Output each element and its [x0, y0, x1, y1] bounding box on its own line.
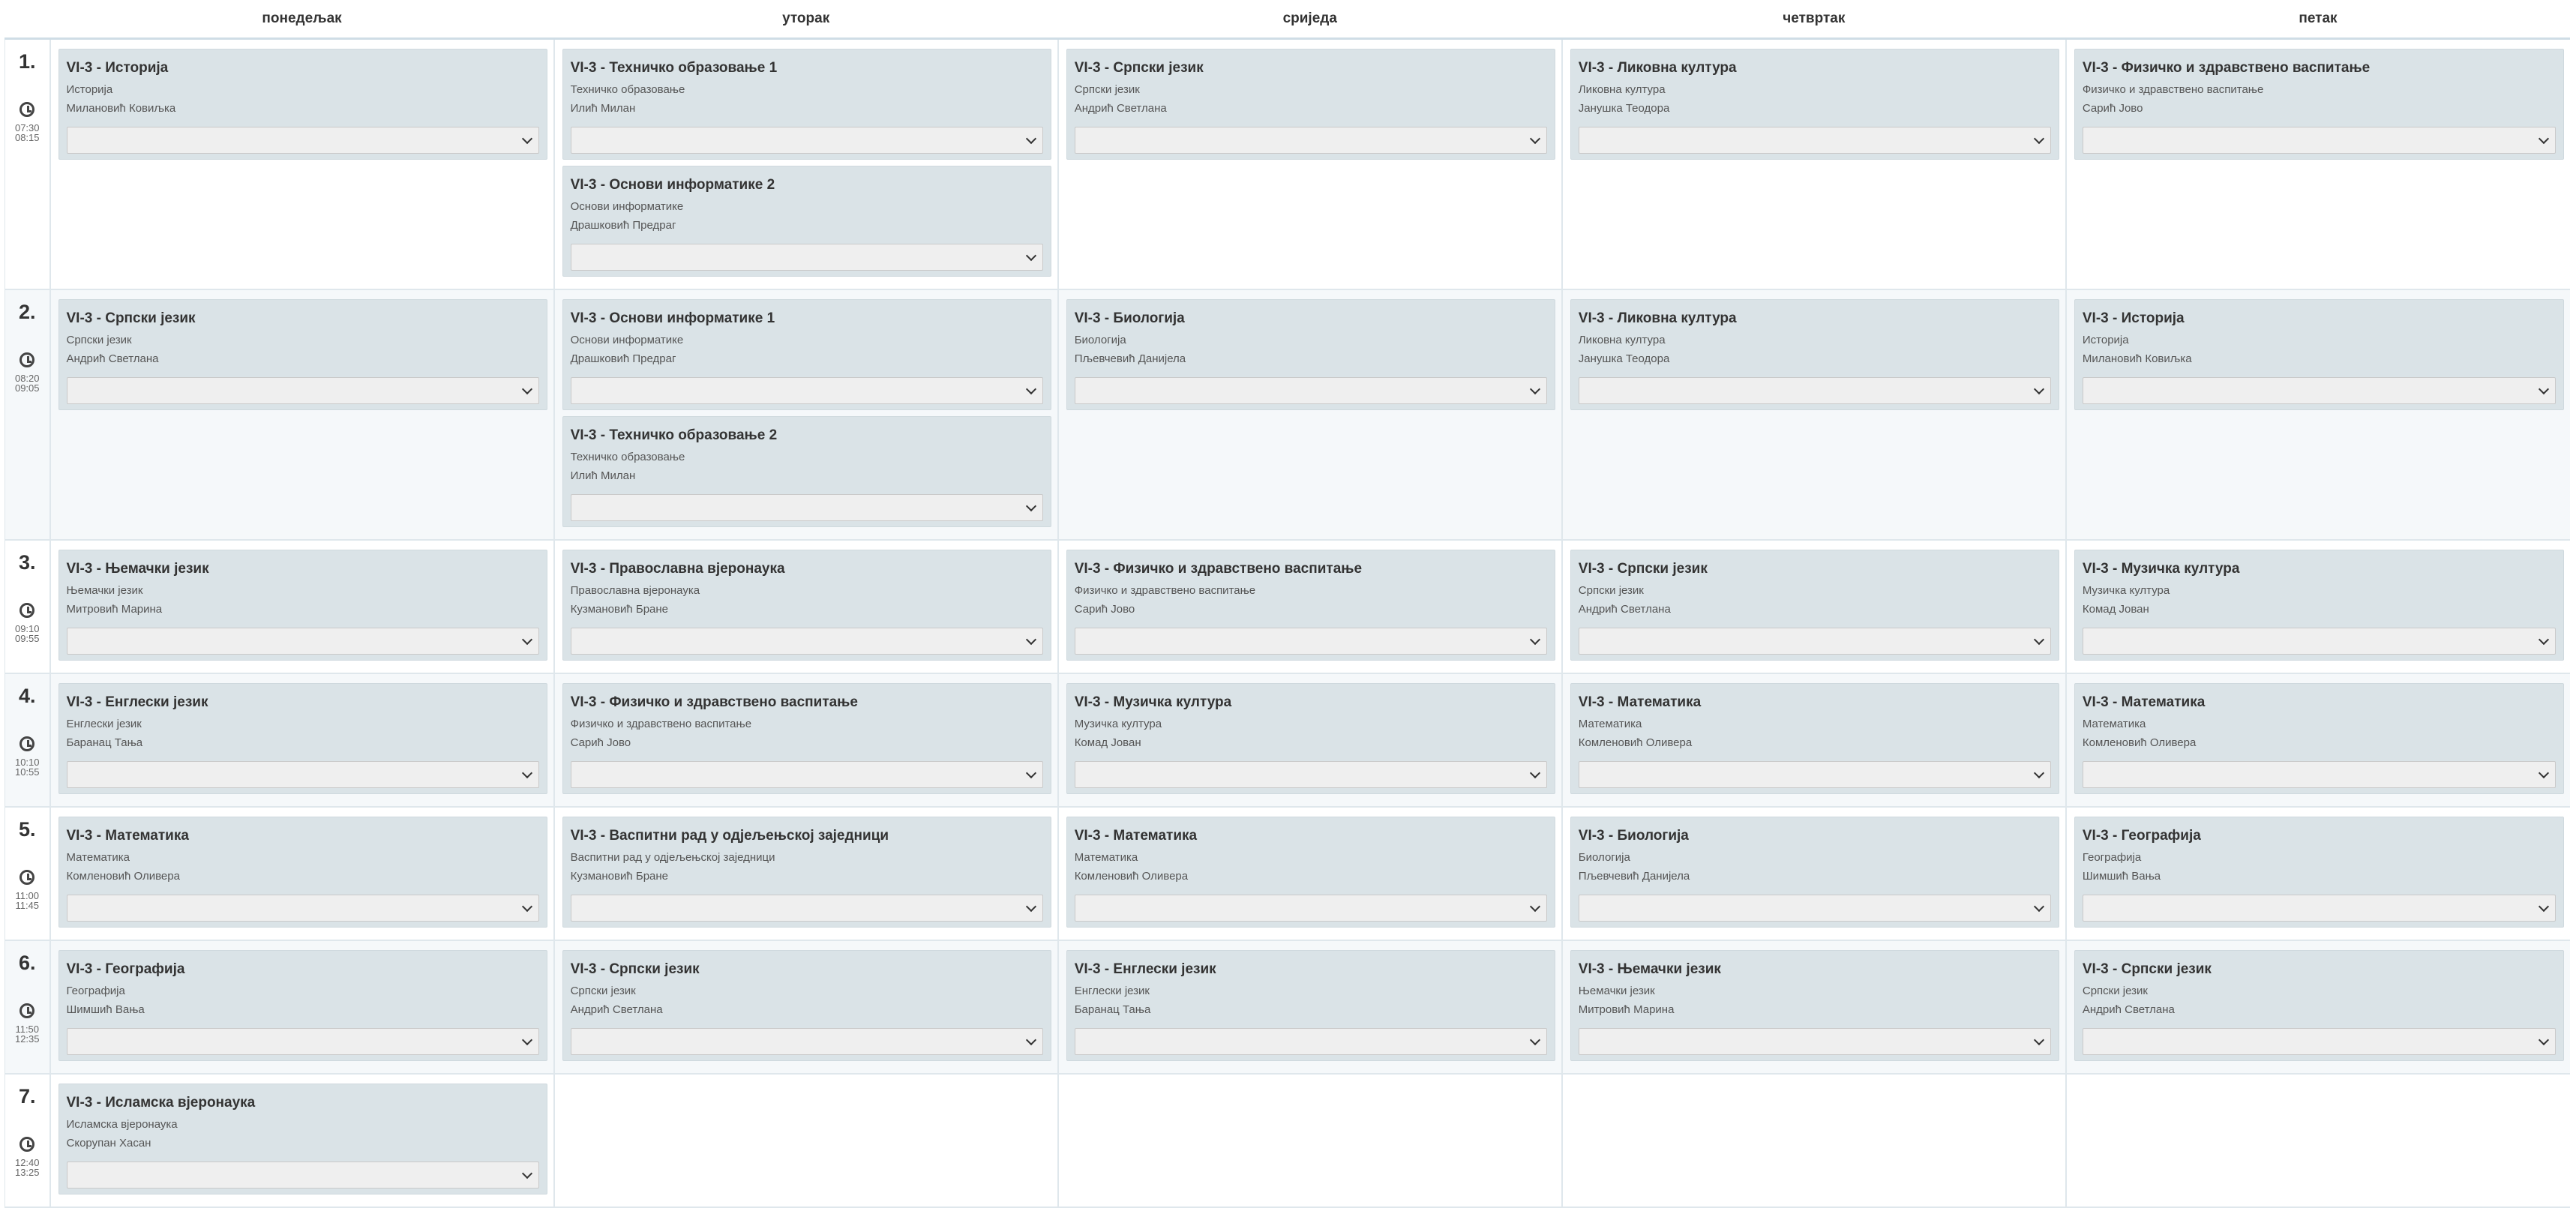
day-cell	[50, 807, 554, 940]
period-row	[5, 807, 2571, 940]
chevron-down-icon	[2539, 901, 2549, 912]
lesson-card	[562, 550, 1051, 661]
clock-icon	[19, 1137, 34, 1152]
period-end-time: 09:55	[14, 633, 40, 644]
lesson-subject: Њемачки језик	[66, 584, 143, 597]
lesson-title: VI-3 - Техничко образовање 2	[570, 427, 778, 443]
lesson-subject: Историја	[66, 83, 113, 96]
lesson-title: VI-3 - Географија	[66, 961, 185, 977]
day-cell	[1058, 540, 1562, 673]
day-header: уторак	[554, 0, 1058, 39]
day-cell	[50, 39, 554, 290]
lesson-select[interactable]	[2083, 377, 2556, 404]
lesson-card	[58, 817, 547, 928]
lesson-teacher: Комад Јован	[1074, 736, 1141, 749]
period-start-time: 07:30	[14, 122, 40, 133]
lesson-title: VI-3 - Основи информатике 1	[570, 310, 775, 326]
lesson-select[interactable]	[67, 377, 539, 404]
chevron-down-icon	[2539, 634, 2549, 645]
lesson-select[interactable]	[1075, 127, 1547, 154]
lesson-select[interactable]	[1579, 377, 2051, 404]
lesson-title: VI-3 - Српски језик	[2082, 961, 2212, 977]
lesson-select[interactable]	[67, 628, 539, 655]
lesson-title: VI-3 - Математика	[1074, 828, 1198, 844]
chevron-down-icon	[522, 1168, 532, 1179]
lesson-select[interactable]	[2083, 127, 2556, 154]
lesson-teacher: Андрић Светлана	[2082, 1003, 2175, 1016]
period-cell	[5, 289, 50, 540]
lesson-subject: Српски језик	[2082, 985, 2148, 997]
chevron-down-icon	[2034, 634, 2044, 645]
lesson-teacher: Баранац Тања	[66, 736, 143, 749]
lesson-subject: Географија	[66, 985, 125, 997]
lesson-subject: Ликовна култура	[1578, 334, 1666, 346]
day-cell	[1562, 673, 2066, 807]
lesson-select[interactable]	[2083, 761, 2556, 788]
chevron-down-icon	[522, 901, 532, 912]
lesson-subject: Енглески језик	[1074, 985, 1150, 997]
lesson-subject: Географија	[2082, 851, 2142, 864]
lesson-card	[2074, 550, 2564, 661]
day-cell	[1562, 807, 2066, 940]
lesson-card	[58, 49, 547, 160]
lesson-title: VI-3 - Техничко образовање 1	[570, 60, 778, 76]
chevron-down-icon	[2034, 133, 2044, 144]
period-number: 2.	[18, 301, 36, 323]
day-cell	[1562, 39, 2066, 290]
day-cell	[554, 807, 1058, 940]
day-cell	[554, 540, 1058, 673]
day-cell	[50, 540, 554, 673]
period-start-time: 10:10	[14, 757, 40, 768]
chevron-down-icon	[1026, 901, 1036, 912]
lesson-subject: Биологија	[1074, 334, 1126, 346]
lesson-teacher: Пљевчевић Данијела	[1074, 352, 1186, 365]
lesson-title: VI-3 - Исламска вјеронаука	[66, 1095, 256, 1111]
lesson-title: VI-3 - Основи информатике 2	[570, 177, 775, 193]
lesson-card	[562, 416, 1051, 527]
lesson-select[interactable]	[1075, 761, 1547, 788]
chevron-down-icon	[2539, 384, 2549, 394]
lesson-title: VI-3 - Биологија	[1074, 310, 1185, 326]
lesson-card	[1570, 550, 2059, 661]
lesson-subject: Њемачки језик	[1578, 985, 1655, 997]
period-start-time: 08:20	[14, 373, 40, 384]
lesson-select[interactable]	[67, 895, 539, 922]
period-number: 6.	[18, 952, 36, 974]
lesson-subject: Музичка култура	[1074, 718, 1162, 730]
day-cell	[1058, 1074, 1562, 1207]
day-cell	[1058, 673, 1562, 807]
lesson-subject: Српски језик	[570, 985, 636, 997]
period-cell	[5, 673, 50, 807]
lesson-subject: Техничко образовање	[570, 83, 685, 96]
timetable	[4, 0, 2570, 1208]
lesson-card	[1066, 950, 1555, 1061]
lesson-title: VI-3 - Математика	[2082, 694, 2206, 710]
lesson-select[interactable]	[571, 895, 1043, 922]
day-cell	[554, 940, 1058, 1074]
period-row	[5, 1074, 2571, 1207]
lesson-teacher: Андрић Светлана	[66, 352, 159, 365]
lesson-title: VI-3 - Биологија	[1578, 828, 1689, 844]
period-end-time: 13:25	[14, 1167, 40, 1178]
lesson-card	[2074, 950, 2564, 1061]
lesson-subject: Српски језик	[1578, 584, 1644, 597]
period-end-time: 10:55	[14, 766, 40, 778]
chevron-down-icon	[522, 634, 532, 645]
lesson-subject: Математика	[2082, 718, 2146, 730]
lesson-select[interactable]	[2083, 628, 2556, 655]
lesson-title: VI-3 - Физичко и здравствено васпитање	[1074, 561, 1363, 577]
period-cell	[5, 1074, 50, 1207]
lesson-subject: Историја	[2082, 334, 2129, 346]
lesson-card	[1570, 49, 2059, 160]
lesson-select[interactable]	[67, 127, 539, 154]
lesson-card	[1066, 550, 1555, 661]
lesson-title: VI-3 - Историја	[66, 60, 169, 76]
lesson-select[interactable]	[2083, 1028, 2556, 1055]
lesson-title: VI-3 - Енглески језик	[1074, 961, 1216, 977]
day-cell	[1058, 940, 1562, 1074]
clock-icon	[19, 870, 34, 885]
lesson-teacher: Илић Милан	[570, 102, 636, 115]
lesson-select[interactable]	[571, 1028, 1043, 1055]
period-cell	[5, 940, 50, 1074]
lesson-card	[562, 299, 1051, 410]
lesson-card	[58, 1084, 547, 1195]
period-row	[5, 540, 2571, 673]
lesson-teacher: Сарић Јово	[570, 736, 631, 749]
lesson-card	[2074, 817, 2564, 928]
lesson-title: VI-3 - Физичко и здравствено васпитање	[2082, 60, 2371, 76]
lesson-card	[2074, 683, 2564, 794]
period-end-time: 11:45	[15, 900, 40, 911]
lesson-title: VI-3 - Српски језик	[66, 310, 196, 326]
lesson-title: VI-3 - Енглески језик	[66, 694, 208, 710]
lesson-teacher: Митровић Марина	[66, 603, 163, 616]
day-cell	[1058, 807, 1562, 940]
corner-header	[5, 0, 50, 39]
lesson-subject: Српски језик	[66, 334, 132, 346]
day-cell	[2066, 39, 2570, 290]
chevron-down-icon	[1026, 768, 1036, 778]
day-cell	[2066, 807, 2570, 940]
period-row	[5, 940, 2571, 1074]
lesson-teacher: Јанушка Теодора	[1578, 102, 1670, 115]
lesson-subject: Српски језик	[1074, 83, 1140, 96]
lesson-select[interactable]	[1579, 761, 2051, 788]
lesson-card	[1066, 49, 1555, 160]
lesson-select[interactable]	[571, 127, 1043, 154]
lesson-teacher: Митровић Марина	[1578, 1003, 1675, 1016]
clock-icon	[19, 1003, 34, 1018]
lesson-subject: Музичка култура	[2082, 584, 2170, 597]
lesson-card	[2074, 299, 2564, 410]
lesson-select[interactable]	[571, 494, 1043, 521]
chevron-down-icon	[1530, 634, 1540, 645]
lesson-subject: Православна вјеронаука	[570, 584, 700, 597]
lesson-teacher: Комленовић Оливера	[1074, 870, 1189, 883]
lesson-teacher: Сарић Јово	[1074, 603, 1135, 616]
lesson-subject: Физичко и здравствено васпитање	[2082, 83, 2264, 96]
lesson-teacher: Пљевчевић Данијела	[1578, 870, 1690, 883]
chevron-down-icon	[2034, 901, 2044, 912]
chevron-down-icon	[1026, 501, 1036, 511]
lesson-teacher: Сарић Јово	[2082, 102, 2143, 115]
day-cell	[50, 673, 554, 807]
clock-icon	[19, 736, 34, 751]
period-start-time: 12:40	[14, 1157, 40, 1168]
lesson-select[interactable]	[571, 244, 1043, 271]
day-header: понедељак	[50, 0, 554, 39]
lesson-card	[1066, 817, 1555, 928]
lesson-subject: Исламска вјеронаука	[66, 1118, 178, 1131]
day-header: четвртак	[1562, 0, 2066, 39]
period-row	[5, 39, 2571, 290]
period-number: 3.	[18, 551, 36, 574]
day-cell	[2066, 540, 2570, 673]
period-number: 4.	[18, 685, 36, 707]
lesson-subject: Основи информатике	[570, 200, 684, 213]
chevron-down-icon	[522, 1035, 532, 1045]
lesson-select[interactable]	[67, 1162, 539, 1189]
lesson-select[interactable]	[2083, 895, 2556, 922]
lesson-card	[2074, 49, 2564, 160]
lesson-teacher: Јанушка Теодора	[1578, 352, 1670, 365]
lesson-title: VI-3 - Физичко и здравствено васпитање	[570, 694, 858, 710]
lesson-card	[1570, 950, 2059, 1061]
lesson-teacher: Драшковић Предраг	[570, 352, 676, 365]
period-number: 7.	[18, 1085, 36, 1108]
lesson-card	[562, 166, 1051, 277]
day-header-row	[5, 0, 2571, 39]
chevron-down-icon	[1530, 384, 1540, 394]
lesson-title: VI-3 - Географија	[2082, 828, 2201, 844]
chevron-down-icon	[1530, 133, 1540, 144]
lesson-title: VI-3 - Њемачки језик	[66, 561, 209, 577]
lesson-title: VI-3 - Историја	[2082, 310, 2185, 326]
lesson-card	[1066, 683, 1555, 794]
chevron-down-icon	[522, 768, 532, 778]
chevron-down-icon	[1026, 634, 1036, 645]
lesson-title: VI-3 - Њемачки језик	[1578, 961, 1721, 977]
lesson-teacher: Комад Јован	[2082, 603, 2149, 616]
day-cell	[554, 39, 1058, 290]
day-cell	[1058, 39, 1562, 290]
lesson-select[interactable]	[1579, 628, 2051, 655]
lesson-teacher: Андрић Светлана	[1578, 603, 1671, 616]
chevron-down-icon	[2539, 1035, 2549, 1045]
lesson-card	[562, 683, 1051, 794]
lesson-title: VI-3 - Музичка култура	[2082, 561, 2240, 577]
lesson-teacher: Кузмановић Бране	[570, 603, 669, 616]
day-cell	[1562, 540, 2066, 673]
lesson-select[interactable]	[571, 628, 1043, 655]
lesson-teacher: Кузмановић Бране	[570, 870, 669, 883]
chevron-down-icon	[1026, 1035, 1036, 1045]
chevron-down-icon	[1530, 768, 1540, 778]
lesson-teacher: Скорупан Хасан	[66, 1137, 151, 1150]
lesson-subject: Енглески језик	[66, 718, 142, 730]
lesson-card	[58, 550, 547, 661]
lesson-card	[562, 817, 1051, 928]
period-number: 1.	[18, 50, 36, 73]
lesson-subject: Биологија	[1578, 851, 1630, 864]
lesson-title: VI-3 - Ликовна култура	[1578, 60, 1737, 76]
clock-icon	[19, 603, 34, 618]
day-cell	[554, 289, 1058, 540]
chevron-down-icon	[1530, 1035, 1540, 1045]
lesson-teacher: Шимшић Вања	[2082, 870, 2161, 883]
chevron-down-icon	[1026, 250, 1036, 261]
day-header: сриједа	[1058, 0, 1562, 39]
lesson-title: VI-3 - Ликовна култура	[1578, 310, 1737, 326]
lesson-card	[1066, 299, 1555, 410]
lesson-teacher: Милановић Ковиљка	[66, 102, 176, 115]
lesson-card	[562, 49, 1051, 160]
period-number: 5.	[18, 818, 36, 841]
lesson-select[interactable]	[1075, 895, 1547, 922]
lesson-subject: Физичко и здравствено васпитање	[570, 718, 752, 730]
lesson-teacher: Андрић Светлана	[1074, 102, 1167, 115]
lesson-subject: Математика	[1074, 851, 1138, 864]
period-cell	[5, 39, 50, 290]
clock-icon	[19, 102, 34, 117]
chevron-down-icon	[2539, 133, 2549, 144]
chevron-down-icon	[1530, 901, 1540, 912]
lesson-teacher: Андрић Светлана	[570, 1003, 663, 1016]
lesson-title: VI-3 - Православна вјеронаука	[570, 561, 785, 577]
chevron-down-icon	[2034, 768, 2044, 778]
day-cell	[554, 673, 1058, 807]
day-cell	[1058, 289, 1562, 540]
lesson-teacher: Илић Милан	[570, 469, 636, 482]
period-cell	[5, 540, 50, 673]
period-end-time: 12:35	[14, 1033, 40, 1045]
lesson-subject: Математика	[1578, 718, 1642, 730]
lesson-card	[58, 299, 547, 410]
chevron-down-icon	[522, 133, 532, 144]
lesson-teacher: Комленовић Оливера	[1578, 736, 1693, 749]
period-start-time: 09:10	[14, 623, 40, 634]
period-end-time: 08:15	[14, 132, 40, 143]
lesson-subject: Васпитни рад у одјељењској заједници	[570, 851, 775, 864]
day-header: петак	[2066, 0, 2570, 39]
period-row	[5, 289, 2571, 540]
lesson-title: VI-3 - Српски језик	[1074, 60, 1204, 76]
lesson-select[interactable]	[1075, 628, 1547, 655]
chevron-down-icon	[2539, 768, 2549, 778]
day-cell	[2066, 673, 2570, 807]
lesson-teacher: Шимшић Вања	[66, 1003, 145, 1016]
day-cell	[1562, 940, 2066, 1074]
lesson-teacher: Драшковић Предраг	[570, 219, 676, 232]
lesson-card	[562, 950, 1051, 1061]
lesson-title: VI-3 - Музичка култура	[1074, 694, 1232, 710]
lesson-teacher: Баранац Тања	[1074, 1003, 1151, 1016]
lesson-select[interactable]	[1579, 895, 2051, 922]
lesson-title: VI-3 - Васпитни рад у одјељењској заједници	[570, 828, 889, 844]
lesson-teacher: Комленовић Оливера	[2082, 736, 2197, 749]
lesson-subject: Физичко и здравствено васпитање	[1074, 584, 1256, 597]
lesson-select[interactable]	[67, 1028, 539, 1055]
day-cell	[2066, 1074, 2570, 1207]
lesson-teacher: Комленовић Оливера	[66, 870, 180, 883]
chevron-down-icon	[2034, 384, 2044, 394]
lesson-select[interactable]	[67, 761, 539, 788]
lesson-select[interactable]	[1579, 127, 2051, 154]
period-end-time: 09:05	[14, 382, 40, 394]
period-cell	[5, 807, 50, 940]
lesson-title: VI-3 - Српски језик	[1578, 561, 1708, 577]
chevron-down-icon	[522, 384, 532, 394]
lesson-card	[58, 950, 547, 1061]
lesson-card	[1570, 683, 2059, 794]
day-cell	[1562, 1074, 2066, 1207]
lesson-card	[58, 683, 547, 794]
lesson-select[interactable]	[1075, 1028, 1547, 1055]
period-start-time: 11:50	[15, 1024, 40, 1035]
lesson-title: VI-3 - Математика	[66, 828, 189, 844]
lesson-title: VI-3 - Српски језик	[570, 961, 700, 977]
period-start-time: 11:00	[15, 890, 40, 901]
day-cell	[2066, 940, 2570, 1074]
lesson-subject: Техничко образовање	[570, 451, 685, 463]
lesson-title: VI-3 - Математика	[1578, 694, 1702, 710]
chevron-down-icon	[2034, 1035, 2044, 1045]
lesson-card	[1570, 299, 2059, 410]
lesson-select[interactable]	[571, 761, 1043, 788]
clock-icon	[19, 352, 34, 367]
timetable-body	[5, 39, 2571, 1208]
period-row	[5, 673, 2571, 807]
chevron-down-icon	[1026, 133, 1036, 144]
day-cell	[554, 1074, 1058, 1207]
lesson-select[interactable]	[1075, 377, 1547, 404]
lesson-select[interactable]	[571, 377, 1043, 404]
day-cell	[50, 1074, 554, 1207]
day-cell	[1562, 289, 2066, 540]
lesson-subject: Математика	[66, 851, 130, 864]
lesson-subject: Основи информатике	[570, 334, 684, 346]
day-cell	[50, 940, 554, 1074]
lesson-subject: Ликовна култура	[1578, 83, 1666, 96]
day-cell	[2066, 289, 2570, 540]
day-cell	[50, 289, 554, 540]
chevron-down-icon	[1026, 384, 1036, 394]
lesson-teacher: Милановић Ковиљка	[2082, 352, 2192, 365]
lesson-select[interactable]	[1579, 1028, 2051, 1055]
lesson-card	[1570, 817, 2059, 928]
